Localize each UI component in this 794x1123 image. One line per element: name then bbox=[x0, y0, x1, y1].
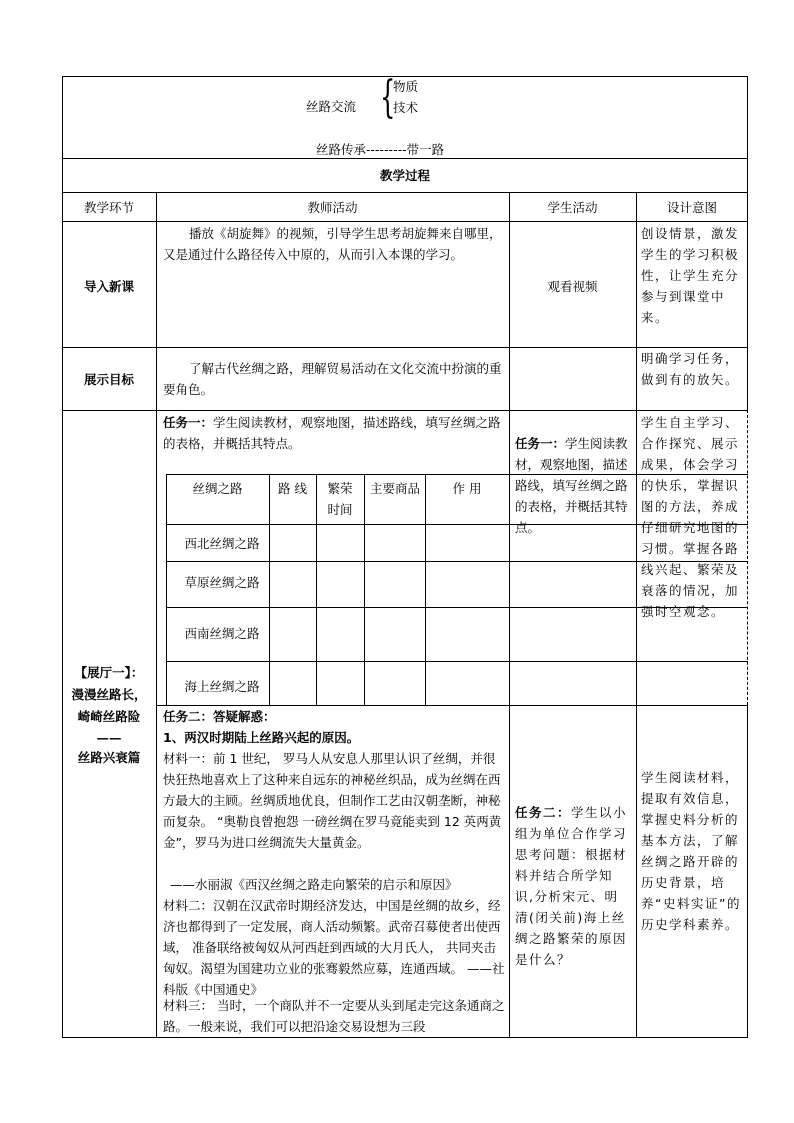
stage-hall1-line5: 丝路兴衰篇 bbox=[77, 750, 141, 765]
header-student: 学生活动 bbox=[547, 200, 598, 215]
task1-text: 学生阅读教材，观察地图，描述路线，填写丝绸之路的表格，并概括其特点。 bbox=[163, 415, 501, 451]
intent-goal: 明确学习任务，做到有的放矢。 bbox=[641, 351, 740, 387]
student-intro: 观看视频 bbox=[547, 279, 598, 294]
teacher-task1 bbox=[163, 412, 505, 454]
inner-row-grassland: 草原丝绸之路 bbox=[184, 575, 260, 590]
brace-item-technology: 技术 bbox=[393, 100, 419, 115]
student-task2-label: 任务二： bbox=[515, 805, 572, 820]
stage-hall1-line3: 崎崎丝路险 bbox=[77, 709, 141, 724]
inner-header-time: 繁荣时间 bbox=[327, 481, 353, 517]
header-teacher: 教师活动 bbox=[307, 200, 358, 215]
dashed-overflow-right bbox=[747, 410, 748, 705]
inner-header-goods: 主要商品 bbox=[370, 481, 421, 496]
inner-table-col2 bbox=[316, 474, 317, 705]
material-1: 材料一：前 1 世纪， 罗马人从安息人那里认识了丝绸，并很快狂热地喜欢上了这种来自远东的神秘丝织品，成为丝绸在西方最大的主顾。丝绸质地优良，但制作工艺由汉朝垄断，神秘而复杂。 “奥勒良曾抱怨 一磅丝绸在罗马竟能卖到 12 英两黄金”，罗马为进口丝绸流失大量黄金。 bbox=[163, 751, 502, 850]
inner-header-role: 作 用 bbox=[452, 481, 482, 496]
row-divider-goal bbox=[62, 410, 748, 411]
inner-row-northwest: 西北丝绸之路 bbox=[184, 536, 260, 551]
material-1-source: ——水丽淑《西汉丝绸之路走向繁荣的启示和原因》 bbox=[170, 877, 458, 892]
intent-intro: 创设情景，激发学生的学习积极性，让学生充分参与到课堂中来。 bbox=[641, 226, 740, 325]
material-3: 材料三： 当时，一个商队并不一定要从头到尾走完这条通商之路。一般来说，我们可以把沿途交易设想为三段 bbox=[163, 998, 505, 1034]
task1-label: 任务一： bbox=[163, 415, 214, 430]
student-task1-label: 任务一： bbox=[515, 436, 566, 451]
silk-road-inherit-label: 丝路传承---------带一路 bbox=[316, 142, 445, 157]
table-right-border-lower bbox=[747, 705, 748, 1038]
stage-intro: 导入新课 bbox=[83, 279, 134, 294]
row-divider-headers bbox=[62, 221, 748, 222]
table-left-border bbox=[62, 76, 63, 1038]
task2-title: 任务二：答疑解惑： bbox=[163, 709, 276, 724]
stage-hall1-line2: 漫漫丝路长， bbox=[71, 687, 147, 702]
dashed-overflow-row3 bbox=[636, 661, 748, 662]
student-task1 bbox=[515, 433, 631, 538]
inner-header-road: 丝绸之路 bbox=[192, 481, 243, 496]
material-2: 材料二：汉朝在汉武帝时期经济发达，中国是丝绸的故乡，经济也都得到了一定发展，商人活动频繁。武帝召募使者出使西域， 准备联络被匈奴从河西赶到西域的大月氏人， 共同夹击匈奴。渴望为国建功立业的张骞毅然应募，连通西域。 ——社科版《中国通史》 bbox=[163, 898, 505, 997]
student-task1-text: 学生阅读教材，观察地图，描述路线，填写丝绸之路的表格，并概括其特点。 bbox=[515, 436, 628, 535]
inner-header-route: 路 线 bbox=[278, 481, 307, 496]
row-divider-section-title bbox=[62, 192, 748, 193]
inner-row-maritime: 海上丝绸之路 bbox=[184, 679, 260, 694]
inner-table-col3 bbox=[364, 474, 365, 705]
stage-hall1-line1: 【展厅一】： bbox=[74, 665, 144, 680]
stage-hall1-line4: —— bbox=[96, 730, 122, 745]
student-task2 bbox=[515, 802, 631, 970]
brace-item-material: 物质 bbox=[393, 79, 419, 94]
col-divider-3 bbox=[636, 192, 637, 1038]
silk-road-exchange-label: 丝路交流 bbox=[306, 99, 357, 114]
table-bottom-border bbox=[62, 1037, 748, 1038]
col-divider-1 bbox=[156, 192, 157, 1038]
stage-goal: 展示目标 bbox=[83, 372, 134, 387]
teacher-goal: 了解古代丝绸之路，理解贸易活动在文化交流中扮演的重要角色。 bbox=[163, 361, 502, 397]
intent-task2: 学生阅读材料，提取有效信息，掌握史料分析的基本方法，了解丝绸之路开辟的历史背景，培养“史料实证”的历史学科素养。 bbox=[641, 770, 741, 932]
inner-table-col4 bbox=[425, 474, 426, 705]
table-right-border bbox=[747, 76, 748, 410]
task2-question: 1、两汉时期陆上丝路兴起的原因。 bbox=[163, 730, 360, 745]
header-intent: 设计意图 bbox=[666, 200, 717, 215]
intent-task1: 学生自主学习、合作探究、展示成果，体会学习的快乐，掌握识图的方法，养成仔细研究地图的习惯。掌握各路线兴起、繁荣及衰落的情况，加强时空观念。 bbox=[641, 415, 740, 619]
header-stage: 教学环节 bbox=[83, 200, 134, 215]
teacher-intro: 播放《胡旋舞》的视频，引导学生思考胡旋舞来自哪里，又是通过什么路径传入中原的，从而引入本课的学习。 bbox=[163, 226, 502, 262]
section-title: 教学过程 bbox=[379, 168, 430, 183]
inner-row-southwest: 西南丝绸之路 bbox=[184, 626, 260, 641]
student-task2-text: 学生以小组为单位合作学习思考问题：根据材料并结合所学知识,分析宋元、明清(闭关前)海上丝绸之路繁荣的原因是什么？ bbox=[515, 805, 628, 967]
brace-icon: { bbox=[380, 72, 396, 123]
col-divider-2 bbox=[509, 192, 510, 1038]
